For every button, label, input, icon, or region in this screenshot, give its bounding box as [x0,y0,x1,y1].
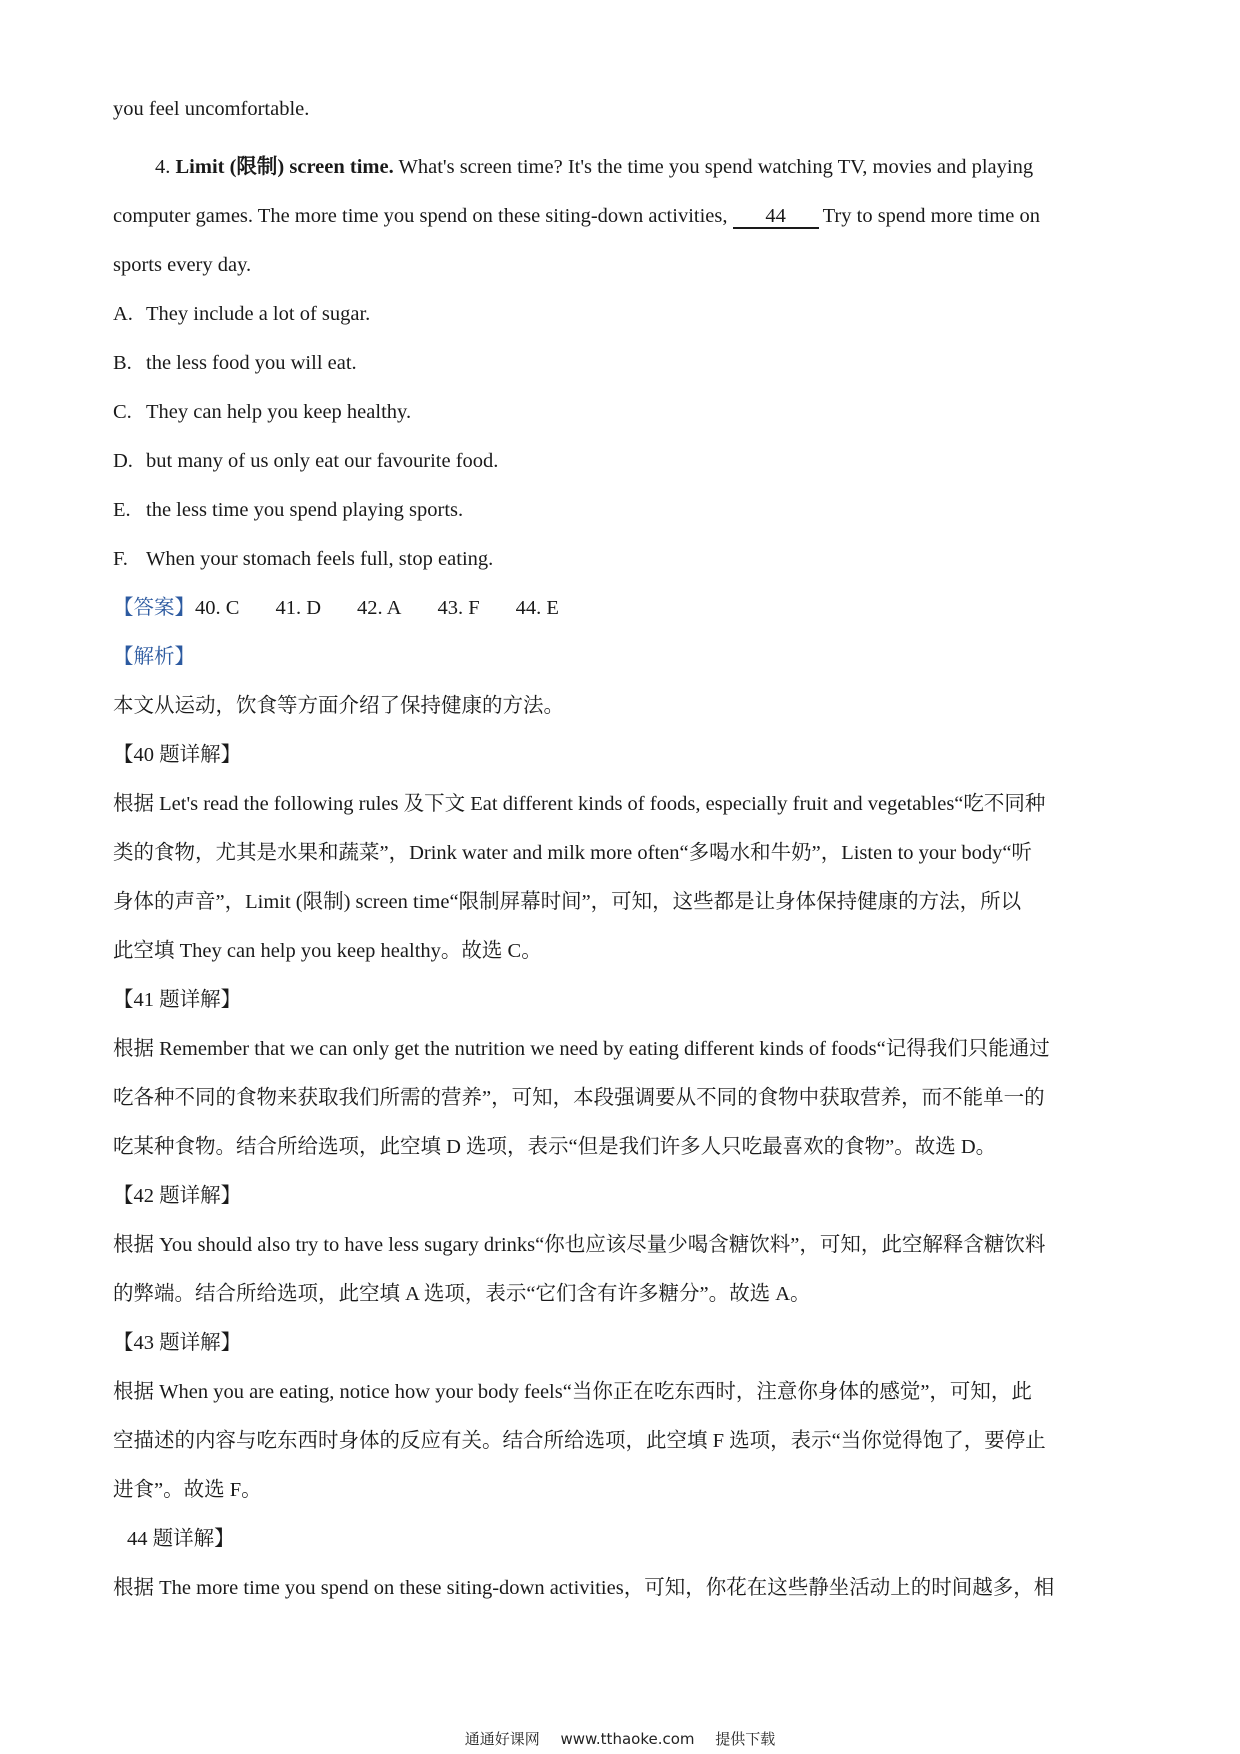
item4-text2: computer games. The more time you spend on these siting-down activities, [113,205,728,227]
q40-line: 身体的声音”，Limit (限制) screen time“限制屏幕时间”，可知，这些都是让身体保持健康的方法，所以 [113,891,1022,913]
q43-line: 根据 When you are eating, notice how your body feels“当你正在吃东西时，注意你身体的感觉”，可知，此 [113,1381,1032,1403]
option-letter: B. [113,352,132,374]
footer-url[interactable]: www.tthaoke.com [560,1730,695,1748]
q43-line: 空描述的内容与吃东西时身体的反应有关。结合所给选项，此空填 F 选项，表示“当你觉得饱了，要停止 [113,1430,1046,1452]
analysis-summary: 本文从运动，饮食等方面介绍了保持健康的方法。 [113,695,564,717]
option-d [113,447,1133,475]
option-f [113,545,1133,573]
answer-label: 【答案】 [113,597,195,619]
item4-title: Limit (限制) screen time. [175,156,394,178]
q41-line: 吃各种不同的食物来获取我们所需的营养”，可知，本段强调要从不同的食物中获取营养，而不能单一的 [113,1087,1045,1109]
q41-line: 根据 Remember that we can only get the nutrition we need by eating different kinds of foods“记得我们只能通过 [113,1038,1050,1060]
option-text: They include a lot of sugar. [146,303,371,325]
option-letter: F. [113,548,128,570]
q40-heading: 【40 题详解】 [113,744,242,766]
q44-line: 根据 The more time you spend on these siting-down activities，可知，你花在这些静坐活动上的时间越多，相 [113,1577,1055,1599]
option-letter: D. [113,450,133,472]
footer-note: 提供下载 [715,1730,776,1748]
q41-heading: 【41 题详解】 [113,989,242,1011]
item4-text1: What's screen time? It's the time you spend watching TV, movies and playing [398,156,1034,178]
answer-item: 41. D [275,597,321,619]
option-a [113,300,1133,328]
footer-site-name: 通通好课网 [464,1730,540,1748]
answer-item: 42. A [357,597,402,619]
q43-heading: 【43 题详解】 [113,1332,242,1354]
answer-item: 43. F [437,597,480,619]
q42-heading: 【42 题详解】 [113,1185,242,1207]
option-c [113,398,1133,426]
passage-line: you feel uncomfortable. [113,98,310,120]
q41-line: 吃某种食物。结合所给选项，此空填 D 选项，表示“但是我们许多人只吃最喜欢的食物”。故选 D。 [113,1136,997,1158]
answer-item: 44. E [515,597,559,619]
q42-line: 的弊端。结合所给选项，此空填 A 选项，表示“它们含有许多糖分”。故选 A。 [113,1283,811,1305]
option-text: the less food you will eat. [146,352,357,374]
q43-line: 进食”。故选 F。 [113,1479,262,1501]
item4-text3: Try to spend more time on [822,205,1040,227]
q40-line: 根据 Let's read the following rules 及下文 Eat different kinds of foods, especially fruit and vegetables“吃不同种 [113,793,1046,815]
analysis-label: 【解析】 [113,646,195,668]
answer-item: 40. C [195,597,240,619]
blank-44: 44 [733,205,819,229]
option-letter: E. [113,499,131,521]
option-b [113,349,1133,377]
item4-number: 4. [155,156,171,178]
item4-line2 [113,202,1133,230]
q42-line: 根据 You should also try to have less sugary drinks“你也应该尽量少喝含糖饮料”，可知，此空解释含糖饮料 [113,1234,1046,1256]
option-text: When your stomach feels full, stop eating. [146,548,494,570]
option-letter: A. [113,303,133,325]
q40-line: 此空填 They can help you keep healthy。故选 C。 [113,940,542,962]
option-letter: C. [113,401,132,423]
q40-line: 类的食物，尤其是水果和蔬菜”，Drink water and milk more often“多喝水和牛奶”，Listen to your body“听 [113,842,1032,864]
q44-heading: 44 题详解】 [127,1528,235,1550]
page-footer [0,1728,1240,1749]
option-text: the less time you spend playing sports. [146,499,464,521]
option-text: but many of us only eat our favourite food. [146,450,499,472]
option-text: They can help you keep healthy. [146,401,412,423]
answer-row [113,594,1133,622]
item4-line1 [155,153,1175,181]
option-e [113,496,1133,524]
item4-line3: sports every day. [113,254,252,276]
